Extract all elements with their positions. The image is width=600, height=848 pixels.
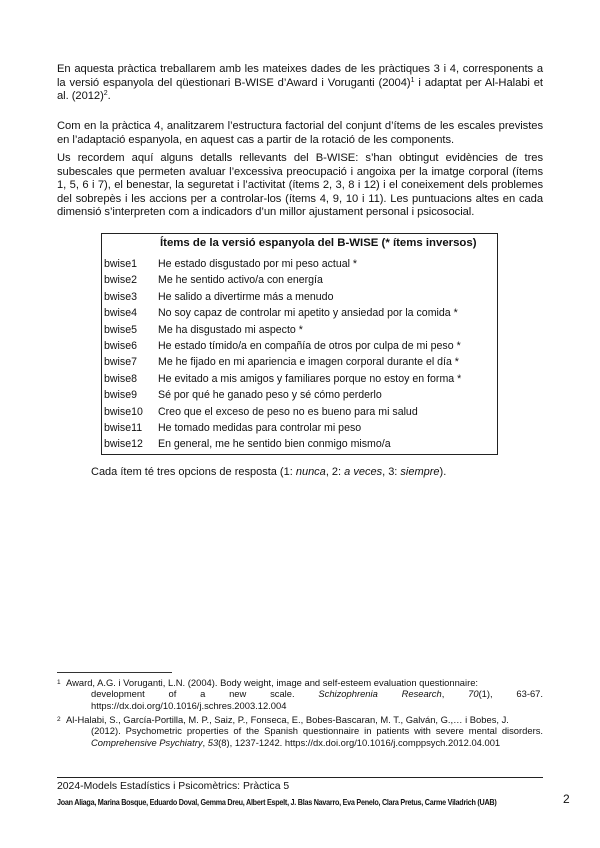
item-code: bwise4 (104, 307, 137, 320)
footnote-divider (57, 672, 172, 673)
footnote-number: 1 (57, 679, 61, 686)
table-row (104, 305, 461, 321)
table-row (104, 436, 461, 452)
item-code: bwise8 (104, 372, 137, 385)
table-row (104, 420, 461, 436)
item-code: bwise5 (104, 323, 137, 336)
item-text: Creo que el exceso de peso no es bueno para mi salud (158, 405, 418, 418)
footnote-link[interactable]: (8), 1237-1242. https://dx.doi.org/10.1016/j.comppsych.2012.04.001 (218, 736, 501, 748)
item-code: bwise10 (104, 405, 143, 418)
footnote-1: 1 Award, A.G. i Voruganti, L.N. (2004). Body weight, image and self-esteem evaluation questionnaire: development of a new scale. Schizophrenia Research, 70(1), 63-67. https://dx.doi.org/10.1016/j.schres.2003.12.004 (57, 677, 543, 711)
item-text: He estado tímido/a en compañía de otros por culpa de mi peso * (158, 339, 461, 352)
footnote-2: 2 Al-Halabi, S., García-Portilla, M. P., Saiz, P., Fonseca, E., Bobes-Bascaran, M. T., Galván, G.,… i Bobes, J. (2012). Psychometric properties of the Spanish questionnaire in patients with severe mental disorders. Comprehensive Psychiatry, 53(8), 1237-1242. https://dx.doi.org/10.1016/j.comppsych.2012.04.001 (57, 714, 543, 748)
table-row (104, 322, 461, 338)
footnote-ref-2[interactable]: 2 (103, 90, 108, 98)
items-table (101, 233, 498, 455)
page-number: 2 (563, 792, 570, 806)
footnote-ref-1[interactable]: 1 (410, 76, 415, 84)
table-row (104, 387, 461, 403)
item-text: He evitado a mis amigos y familiares porque no estoy en forma * (158, 372, 462, 385)
footer-divider (57, 777, 543, 778)
footer-course: 2024-Models Estadístics i Psicomètrics: Pràctica 5 (57, 781, 290, 792)
analysis-paragraph: Com en la pràctica 4, analitzarem l’estructura factorial del conjunt d’ítems de les escales previstes en l’adaptació espanyola, en aquest cas a partir de la rotació de les components. (57, 120, 543, 146)
item-text: En general, me he sentido bien conmigo mismo/a (158, 438, 391, 451)
table-row (104, 338, 461, 354)
item-code: bwise7 (104, 356, 137, 369)
item-code: bwise3 (104, 290, 137, 303)
table-row (104, 404, 461, 420)
intro-paragraph: En aquesta pràctica treballarem amb les mateixes dades de les pràctiques 3 i 4, corresponents a la versió espanyola del qüestionari B-WISE d’Award i Voruganti $(2004)^1$ i adaptat per Al-Halabi et al. $(2012)^2$. (57, 63, 543, 103)
item-text: He estado disgustado por mi peso actual * (158, 258, 358, 270)
footnote-link[interactable]: (1), 63-67. https://dx.doi.org/10.1016/j.schres.2003.12.004 (91, 688, 543, 711)
table-row (104, 256, 461, 272)
item-text: He tomado medidas para controlar mi peso (158, 421, 362, 434)
item-text: Me he fijado en mi apariencia e imagen corporal durante el día * (158, 356, 459, 369)
item-code: bwise1 (104, 258, 137, 270)
table-row (104, 371, 461, 387)
table-row (104, 289, 461, 305)
table-row (104, 354, 461, 370)
table-row (104, 272, 461, 288)
item-code: bwise2 (104, 274, 137, 287)
item-code: bwise6 (104, 339, 137, 352)
response-options-note: Cada ítem té tres opcions de resposta (1: nunca, 2: a veces, 3: siempre). (91, 466, 447, 478)
footnote-number: 2 (57, 716, 61, 723)
item-code: bwise12 (104, 438, 143, 451)
item-text: Sé por qué he ganado peso y sé cómo perderlo (158, 389, 382, 402)
subscales-paragraph: Us recordem aquí alguns detalls rellevants del B-WISE: s’han obtingut evidències de tres subescales que permeten avaluar l’excessiva preocupació i angoixa per la imatge corporal (ítems 1, 5, 6 i 7), el benestar, la seguretat i l’activitat (ítems 2, 3, 8 i 12) i el coneixement dels problemes del sobrepès i les accions per a controlar-los (ítems 4, 9, 10 i 11). Les puntuacions altes en cada dimensió s’interpreten com a indicadors d’un millor ajustament personal i psicosocial. (57, 152, 543, 219)
item-code: bwise11 (104, 421, 143, 434)
table-title: Ítems de la versió espanyola del B-WISE (* ítems inversos) (160, 237, 477, 249)
footer-authors: Joan Aliaga, Marina Bosque, Eduardo Doval, Gemma Dreu, Albert Espelt, J. Blas Navarro, Eva Penelo, Clara Pretus, Carme Viladrich (UAB) (57, 797, 497, 807)
item-text: Me ha disgustado mi aspecto * (158, 323, 303, 336)
table-body (104, 256, 461, 453)
item-code: bwise9 (104, 389, 137, 402)
item-text: No soy capaz de controlar mi apetito y ansiedad por la comida * (158, 307, 458, 320)
item-text: Me he sentido activo/a con energía (158, 274, 323, 287)
item-text: He salido a divertirme más a menudo (158, 290, 334, 303)
